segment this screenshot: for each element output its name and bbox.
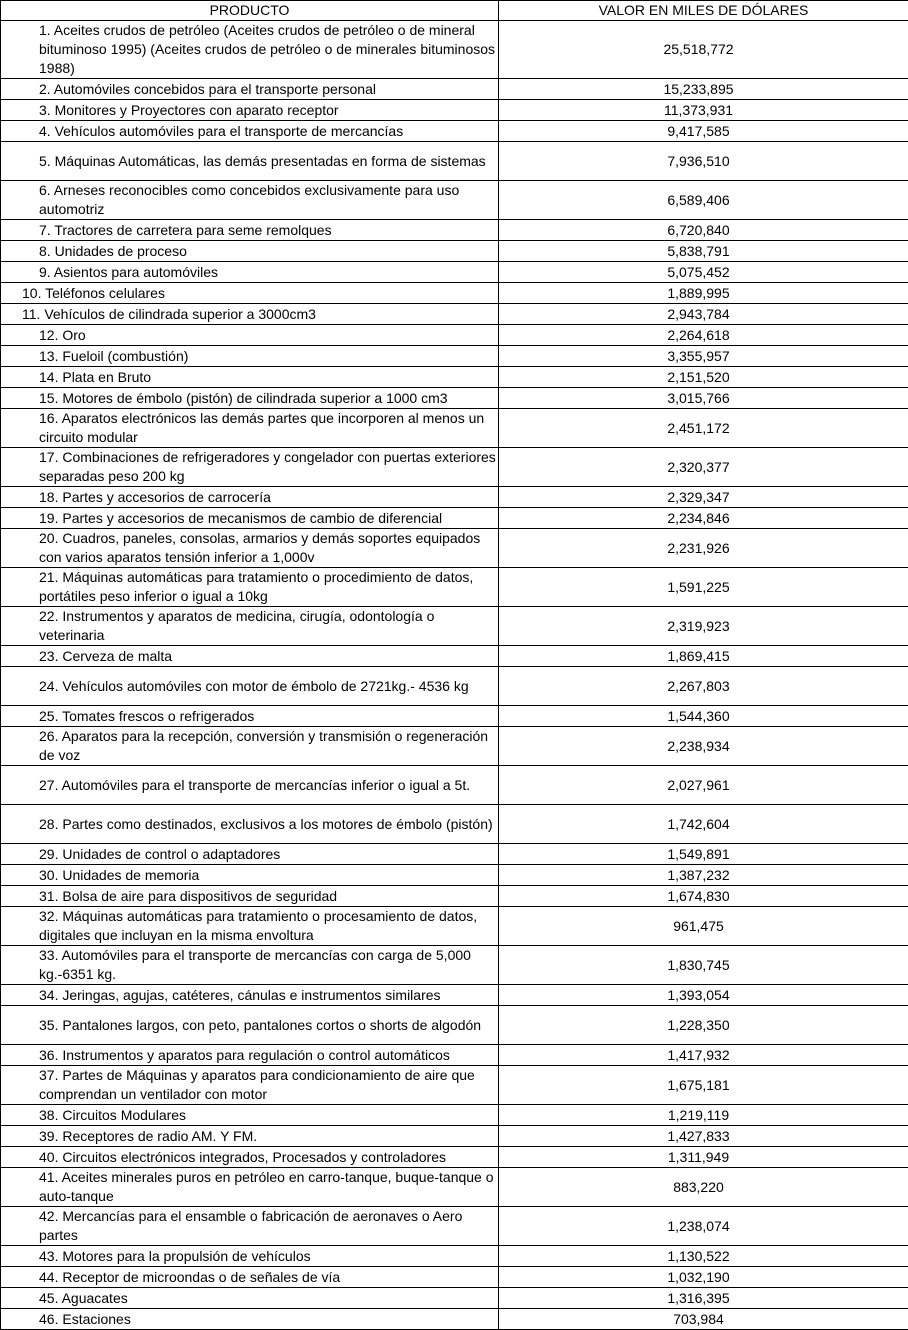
table-row xyxy=(1,79,908,100)
table-row xyxy=(1,508,908,529)
value-cell: 1,889,995 xyxy=(499,283,908,304)
product-cell: 19. Partes y accesorios de mecanismos de cambio de diferencial xyxy=(1,508,499,529)
value-cell: 2,329,347 xyxy=(499,487,908,508)
value-cell: 1,674,830 xyxy=(499,886,908,907)
table-row xyxy=(1,487,908,508)
product-cell: 24. Vehículos automóviles con motor de émbolo de 2721kg.- 4536 kg xyxy=(1,667,499,706)
product-cell: 37. Partes de Máquinas y aparatos para condicionamiento de aire que comprendan un ventilador con motor xyxy=(1,1066,499,1105)
value-cell: 15,233,895 xyxy=(499,79,908,100)
product-cell: 21. Máquinas automáticas para tratamiento o procedimiento de datos, portátiles peso inferior o igual a 10kg xyxy=(1,568,499,607)
product-cell: 17. Combinaciones de refrigeradores y congelador con puertas exteriores separadas peso 200 kg xyxy=(1,448,499,487)
table-row xyxy=(1,706,908,727)
value-cell: 1,387,232 xyxy=(499,865,908,886)
value-cell: 1,544,360 xyxy=(499,706,908,727)
product-cell: 41. Aceites minerales puros en petróleo en carro-tanque, buque-tanque o auto-tanque xyxy=(1,1168,499,1207)
product-column-header: PRODUCTO xyxy=(1,1,499,21)
table-body xyxy=(1,21,908,1330)
product-cell: 5. Máquinas Automáticas, las demás presentadas en forma de sistemas xyxy=(1,142,499,181)
product-cell: 28. Partes como destinados, exclusivos a los motores de émbolo (pistón) xyxy=(1,805,499,844)
product-cell: 15. Motores de émbolo (pistón) de cilindrada superior a 1000 cm3 xyxy=(1,388,499,409)
product-cell: 9. Asientos para automóviles xyxy=(1,262,499,283)
product-cell: 35. Pantalones largos, con peto, pantalones cortos o shorts de algodón xyxy=(1,1006,499,1045)
product-cell: 39. Receptores de radio AM. Y FM. xyxy=(1,1126,499,1147)
product-cell: 10. Teléfonos celulares xyxy=(1,283,499,304)
value-cell: 1,427,833 xyxy=(499,1126,908,1147)
value-cell: 2,238,934 xyxy=(499,727,908,766)
product-cell: 40. Circuitos electrónicos integrados, Procesados y controladores xyxy=(1,1147,499,1168)
product-cell: 12. Oro xyxy=(1,325,499,346)
product-cell: 25. Tomates frescos o refrigerados xyxy=(1,706,499,727)
table-row xyxy=(1,1147,908,1168)
product-cell: 11. Vehículos de cilindrada superior a 3000cm3 xyxy=(1,304,499,325)
table-row xyxy=(1,409,908,448)
value-cell: 1,549,891 xyxy=(499,844,908,865)
value-cell: 1,393,054 xyxy=(499,985,908,1006)
product-cell: 8. Unidades de proceso xyxy=(1,241,499,262)
value-cell: 1,219,119 xyxy=(499,1105,908,1126)
product-cell: 42. Mercancías para el ensamble o fabricación de aeronaves o Aero partes xyxy=(1,1207,499,1246)
product-cell: 46. Estaciones xyxy=(1,1309,499,1330)
table-row xyxy=(1,667,908,706)
product-cell: 34. Jeringas, agujas, catéteres, cánulas e instrumentos similares xyxy=(1,985,499,1006)
table-row xyxy=(1,1288,908,1309)
value-cell: 1,742,604 xyxy=(499,805,908,844)
value-cell: 1,316,395 xyxy=(499,1288,908,1309)
value-cell: 1,311,949 xyxy=(499,1147,908,1168)
product-cell: 14. Plata en Bruto xyxy=(1,367,499,388)
product-cell: 29. Unidades de control o adaptadores xyxy=(1,844,499,865)
table-row xyxy=(1,1066,908,1105)
value-cell: 1,130,522 xyxy=(499,1246,908,1267)
product-cell: 3. Monitores y Proyectores con aparato receptor xyxy=(1,100,499,121)
table-row xyxy=(1,886,908,907)
product-cell: 2. Automóviles concebidos para el transporte personal xyxy=(1,79,499,100)
table-row xyxy=(1,907,908,946)
value-cell: 2,451,172 xyxy=(499,409,908,448)
value-cell: 6,589,406 xyxy=(499,181,908,220)
table-row xyxy=(1,367,908,388)
value-cell: 703,984 xyxy=(499,1309,908,1330)
value-cell: 3,355,957 xyxy=(499,346,908,367)
value-cell: 1,417,932 xyxy=(499,1045,908,1066)
value-cell: 5,075,452 xyxy=(499,262,908,283)
table-row xyxy=(1,448,908,487)
value-cell: 2,151,520 xyxy=(499,367,908,388)
table-row xyxy=(1,346,908,367)
value-column-header: VALOR EN MILES DE DÓLARES xyxy=(499,1,908,21)
table-row xyxy=(1,325,908,346)
product-cell: 6. Arneses reconocibles como concebidos exclusivamente para uso automotriz xyxy=(1,181,499,220)
table-row xyxy=(1,1168,908,1207)
value-cell: 1,228,350 xyxy=(499,1006,908,1045)
table-row xyxy=(1,766,908,805)
product-cell: 18. Partes y accesorios de carrocería xyxy=(1,487,499,508)
table-row xyxy=(1,946,908,985)
table-row xyxy=(1,1246,908,1267)
table-row xyxy=(1,220,908,241)
table-row xyxy=(1,1006,908,1045)
product-cell: 45. Aguacates xyxy=(1,1288,499,1309)
product-cell: 22. Instrumentos y aparatos de medicina, cirugía, odontología o veterinaria xyxy=(1,607,499,646)
table-row xyxy=(1,304,908,325)
value-cell: 11,373,931 xyxy=(499,100,908,121)
table-row xyxy=(1,241,908,262)
value-cell: 2,943,784 xyxy=(499,304,908,325)
product-cell: 38. Circuitos Modulares xyxy=(1,1105,499,1126)
value-cell: 2,320,377 xyxy=(499,448,908,487)
product-cell: 23. Cerveza de malta xyxy=(1,646,499,667)
table-row xyxy=(1,1105,908,1126)
value-cell: 6,720,840 xyxy=(499,220,908,241)
product-cell: 32. Máquinas automáticas para tratamiento o procesamiento de datos, digitales que incluyan en la misma envoltura xyxy=(1,907,499,946)
table-row xyxy=(1,805,908,844)
table-header-row xyxy=(1,1,908,21)
table-row xyxy=(1,121,908,142)
product-cell: 43. Motores para la propulsión de vehículos xyxy=(1,1246,499,1267)
value-cell: 2,264,618 xyxy=(499,325,908,346)
table-row xyxy=(1,181,908,220)
product-cell: 31. Bolsa de aire para dispositivos de seguridad xyxy=(1,886,499,907)
product-cell: 36. Instrumentos y aparatos para regulación o control automáticos xyxy=(1,1045,499,1066)
value-cell: 2,267,803 xyxy=(499,667,908,706)
value-cell: 1,238,074 xyxy=(499,1207,908,1246)
table-row xyxy=(1,844,908,865)
value-cell: 883,220 xyxy=(499,1168,908,1207)
table-row xyxy=(1,142,908,181)
product-cell: 13. Fueloil (combustión) xyxy=(1,346,499,367)
value-cell: 9,417,585 xyxy=(499,121,908,142)
value-cell: 1,675,181 xyxy=(499,1066,908,1105)
table-row xyxy=(1,1267,908,1288)
value-cell: 25,518,772 xyxy=(499,21,908,79)
product-cell: 7. Tractores de carretera para seme remolques xyxy=(1,220,499,241)
table-row xyxy=(1,727,908,766)
table-row xyxy=(1,100,908,121)
product-cell: 16. Aparatos electrónicos las demás partes que incorporen al menos un circuito modular xyxy=(1,409,499,448)
table-row xyxy=(1,21,908,79)
product-cell: 44. Receptor de microondas o de señales de vía xyxy=(1,1267,499,1288)
table-row xyxy=(1,1309,908,1330)
value-cell: 1,830,745 xyxy=(499,946,908,985)
table-row xyxy=(1,1126,908,1147)
product-cell: 33. Automóviles para el transporte de mercancías con carga de 5,000 kg.-6351 kg. xyxy=(1,946,499,985)
product-cell: 27. Automóviles para el transporte de mercancías inferior o igual a 5t. xyxy=(1,766,499,805)
table-row xyxy=(1,283,908,304)
table-row xyxy=(1,1045,908,1066)
product-cell: 30. Unidades de memoria xyxy=(1,865,499,886)
table-row xyxy=(1,388,908,409)
table-row xyxy=(1,646,908,667)
table-row xyxy=(1,607,908,646)
table-row xyxy=(1,262,908,283)
value-cell: 961,475 xyxy=(499,907,908,946)
table-row xyxy=(1,1207,908,1246)
value-cell: 7,936,510 xyxy=(499,142,908,181)
value-cell: 2,234,846 xyxy=(499,508,908,529)
product-cell: 1. Aceites crudos de petróleo (Aceites crudos de petróleo o de mineral bituminoso 1995) (Aceites crudos de petróleo o de minerales bituminosos 1988) xyxy=(1,21,499,79)
value-cell: 3,015,766 xyxy=(499,388,908,409)
product-cell: 20. Cuadros, paneles, consolas, armarios y demás soportes equipados con varios aparatos tensión inferior a 1,000v xyxy=(1,529,499,568)
value-cell: 2,319,923 xyxy=(499,607,908,646)
value-cell: 1,869,415 xyxy=(499,646,908,667)
product-cell: 4. Vehículos automóviles para el transporte de mercancías xyxy=(1,121,499,142)
value-cell: 1,032,190 xyxy=(499,1267,908,1288)
value-cell: 2,231,926 xyxy=(499,529,908,568)
table-row xyxy=(1,985,908,1006)
value-cell: 5,838,791 xyxy=(499,241,908,262)
value-cell: 1,591,225 xyxy=(499,568,908,607)
value-cell: 2,027,961 xyxy=(499,766,908,805)
table-row xyxy=(1,865,908,886)
product-cell: 26. Aparatos para la recepción, conversión y transmisión o regeneración de voz xyxy=(1,727,499,766)
table-row xyxy=(1,568,908,607)
table-row xyxy=(1,529,908,568)
